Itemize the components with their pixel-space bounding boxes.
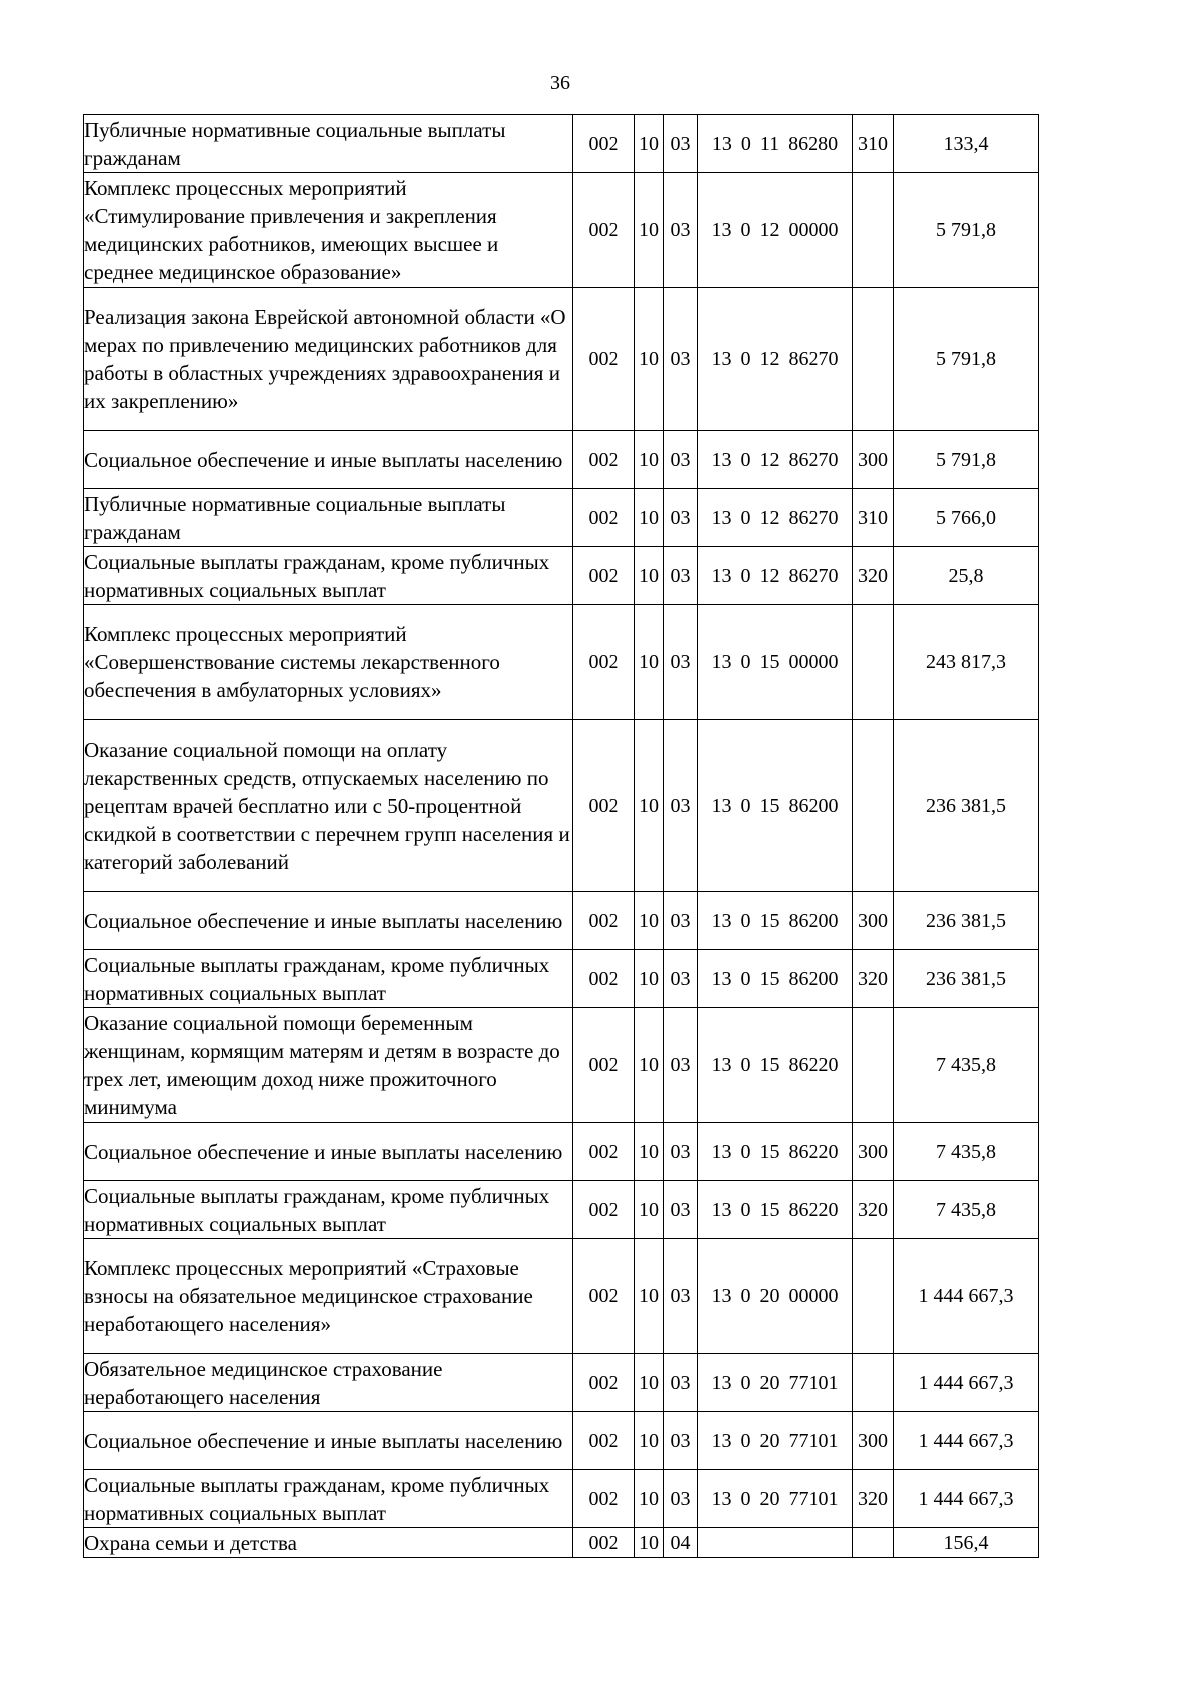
table-row bbox=[84, 288, 1039, 431]
expense-name-cell: Социальное обеспечение и иные выплаты населению bbox=[84, 1123, 573, 1181]
expense-name-cell: Комплекс процессных мероприятий «Совершенствование системы лекарственного обеспечения в амбулаторных условиях» bbox=[84, 605, 573, 720]
expense-type-code-cell: 320 bbox=[853, 1470, 894, 1528]
target-item-code-cell: 13 0 11 86280 bbox=[698, 115, 853, 173]
grbs-code-cell: 002 bbox=[573, 288, 635, 431]
expense-name-cell: Реализация закона Еврейской автономной области «О мерах по привлечению медицинских работников для работы в областных учреждениях здравоохранения и их закреплению» bbox=[84, 288, 573, 431]
target-item-code-cell: 13 0 20 77101 bbox=[698, 1470, 853, 1528]
expense-name-cell: Обязательное медицинское страхование неработающего населения bbox=[84, 1354, 573, 1412]
expense-name-cell: Комплекс процессных мероприятий «Страховые взносы на обязательное медицинское страхование неработающего населения» bbox=[84, 1239, 573, 1354]
grbs-code-cell: 002 bbox=[573, 1528, 635, 1558]
grbs-code-cell: 002 bbox=[573, 1239, 635, 1354]
subsection-code-cell: 03 bbox=[664, 431, 698, 489]
section-code-cell: 10 bbox=[635, 950, 664, 1008]
target-item-code-cell: 13 0 12 00000 bbox=[698, 173, 853, 288]
grbs-code-cell: 002 bbox=[573, 892, 635, 950]
expense-name-cell: Социальные выплаты гражданам, кроме публичных нормативных социальных выплат bbox=[84, 1470, 573, 1528]
table-row bbox=[84, 1239, 1039, 1354]
expense-type-code-cell bbox=[853, 720, 894, 892]
amount-cell: 156,4 bbox=[894, 1528, 1039, 1558]
section-code-cell: 10 bbox=[635, 431, 664, 489]
table-row bbox=[84, 1008, 1039, 1123]
grbs-code-cell: 002 bbox=[573, 547, 635, 605]
section-code-cell: 10 bbox=[635, 892, 664, 950]
grbs-code-cell: 002 bbox=[573, 605, 635, 720]
grbs-code-cell: 002 bbox=[573, 1412, 635, 1470]
target-item-code-cell: 13 0 15 86200 bbox=[698, 892, 853, 950]
target-item-code-cell: 13 0 12 86270 bbox=[698, 547, 853, 605]
expense-name-cell: Социальное обеспечение и иные выплаты населению bbox=[84, 892, 573, 950]
amount-cell: 1 444 667,3 bbox=[894, 1239, 1039, 1354]
expense-type-code-cell bbox=[853, 1528, 894, 1558]
expense-name-cell: Социальное обеспечение и иные выплаты населению bbox=[84, 1412, 573, 1470]
table-row bbox=[84, 1412, 1039, 1470]
amount-cell: 7 435,8 bbox=[894, 1008, 1039, 1123]
table-row bbox=[84, 1181, 1039, 1239]
amount-cell: 25,8 bbox=[894, 547, 1039, 605]
amount-cell: 5 791,8 bbox=[894, 431, 1039, 489]
budget-table bbox=[83, 114, 1039, 1558]
subsection-code-cell: 03 bbox=[664, 1239, 698, 1354]
expense-name-cell: Социальные выплаты гражданам, кроме публичных нормативных социальных выплат bbox=[84, 950, 573, 1008]
target-item-code-cell: 13 0 15 00000 bbox=[698, 605, 853, 720]
table-row bbox=[84, 720, 1039, 892]
section-code-cell: 10 bbox=[635, 1354, 664, 1412]
table-row bbox=[84, 431, 1039, 489]
target-item-code-cell: 13 0 12 86270 bbox=[698, 431, 853, 489]
grbs-code-cell: 002 bbox=[573, 1181, 635, 1239]
subsection-code-cell: 03 bbox=[664, 288, 698, 431]
expense-type-code-cell bbox=[853, 1239, 894, 1354]
expense-type-code-cell bbox=[853, 173, 894, 288]
budget-table-body bbox=[84, 115, 1039, 1558]
target-item-code-cell: 13 0 15 86200 bbox=[698, 720, 853, 892]
amount-cell: 236 381,5 bbox=[894, 950, 1039, 1008]
expense-name-cell: Комплекс процессных мероприятий «Стимулирование привлечения и закрепления медицинских работников, имеющих высшее и среднее медицинское образование» bbox=[84, 173, 573, 288]
expense-name-cell: Социальные выплаты гражданам, кроме публичных нормативных социальных выплат bbox=[84, 547, 573, 605]
subsection-code-cell: 04 bbox=[664, 1528, 698, 1558]
section-code-cell: 10 bbox=[635, 115, 664, 173]
subsection-code-cell: 03 bbox=[664, 892, 698, 950]
expense-type-code-cell: 310 bbox=[853, 489, 894, 547]
section-code-cell: 10 bbox=[635, 720, 664, 892]
page-number: 36 bbox=[550, 72, 570, 94]
table-row bbox=[84, 1123, 1039, 1181]
section-code-cell: 10 bbox=[635, 489, 664, 547]
grbs-code-cell: 002 bbox=[573, 950, 635, 1008]
subsection-code-cell: 03 bbox=[664, 1181, 698, 1239]
expense-name-cell: Публичные нормативные социальные выплаты гражданам bbox=[84, 115, 573, 173]
amount-cell: 1 444 667,3 bbox=[894, 1354, 1039, 1412]
target-item-code-cell: 13 0 20 00000 bbox=[698, 1239, 853, 1354]
table-row bbox=[84, 1354, 1039, 1412]
grbs-code-cell: 002 bbox=[573, 115, 635, 173]
expense-type-code-cell: 300 bbox=[853, 1123, 894, 1181]
expense-name-cell: Публичные нормативные социальные выплаты гражданам bbox=[84, 489, 573, 547]
subsection-code-cell: 03 bbox=[664, 1470, 698, 1528]
subsection-code-cell: 03 bbox=[664, 489, 698, 547]
expense-type-code-cell: 300 bbox=[853, 431, 894, 489]
table-row bbox=[84, 115, 1039, 173]
table-row bbox=[84, 1470, 1039, 1528]
section-code-cell: 10 bbox=[635, 1239, 664, 1354]
subsection-code-cell: 03 bbox=[664, 173, 698, 288]
amount-cell: 7 435,8 bbox=[894, 1181, 1039, 1239]
expense-type-code-cell bbox=[853, 1354, 894, 1412]
table-row bbox=[84, 605, 1039, 720]
amount-cell: 5 791,8 bbox=[894, 173, 1039, 288]
target-item-code-cell bbox=[698, 1528, 853, 1558]
subsection-code-cell: 03 bbox=[664, 1412, 698, 1470]
amount-cell: 236 381,5 bbox=[894, 892, 1039, 950]
grbs-code-cell: 002 bbox=[573, 173, 635, 288]
subsection-code-cell: 03 bbox=[664, 1354, 698, 1412]
expense-type-code-cell: 320 bbox=[853, 950, 894, 1008]
subsection-code-cell: 03 bbox=[664, 547, 698, 605]
section-code-cell: 10 bbox=[635, 605, 664, 720]
section-code-cell: 10 bbox=[635, 1412, 664, 1470]
grbs-code-cell: 002 bbox=[573, 489, 635, 547]
grbs-code-cell: 002 bbox=[573, 431, 635, 489]
section-code-cell: 10 bbox=[635, 1123, 664, 1181]
target-item-code-cell: 13 0 15 86220 bbox=[698, 1181, 853, 1239]
section-code-cell: 10 bbox=[635, 1470, 664, 1528]
target-item-code-cell: 13 0 15 86220 bbox=[698, 1008, 853, 1123]
subsection-code-cell: 03 bbox=[664, 605, 698, 720]
subsection-code-cell: 03 bbox=[664, 1123, 698, 1181]
expense-type-code-cell: 310 bbox=[853, 115, 894, 173]
table-row bbox=[84, 950, 1039, 1008]
subsection-code-cell: 03 bbox=[664, 950, 698, 1008]
grbs-code-cell: 002 bbox=[573, 1470, 635, 1528]
target-item-code-cell: 13 0 12 86270 bbox=[698, 288, 853, 431]
expense-type-code-cell: 320 bbox=[853, 1181, 894, 1239]
amount-cell: 5 791,8 bbox=[894, 288, 1039, 431]
table-row bbox=[84, 547, 1039, 605]
target-item-code-cell: 13 0 15 86220 bbox=[698, 1123, 853, 1181]
amount-cell: 133,4 bbox=[894, 115, 1039, 173]
target-item-code-cell: 13 0 12 86270 bbox=[698, 489, 853, 547]
table-row bbox=[84, 1528, 1039, 1558]
subsection-code-cell: 03 bbox=[664, 1008, 698, 1123]
target-item-code-cell: 13 0 20 77101 bbox=[698, 1412, 853, 1470]
amount-cell: 1 444 667,3 bbox=[894, 1470, 1039, 1528]
amount-cell: 243 817,3 bbox=[894, 605, 1039, 720]
amount-cell: 5 766,0 bbox=[894, 489, 1039, 547]
section-code-cell: 10 bbox=[635, 1528, 664, 1558]
amount-cell: 7 435,8 bbox=[894, 1123, 1039, 1181]
amount-cell: 236 381,5 bbox=[894, 720, 1039, 892]
expense-type-code-cell bbox=[853, 288, 894, 431]
expense-name-cell: Социальное обеспечение и иные выплаты населению bbox=[84, 431, 573, 489]
table-row bbox=[84, 892, 1039, 950]
expense-name-cell: Охрана семьи и детства bbox=[84, 1528, 573, 1558]
grbs-code-cell: 002 bbox=[573, 1008, 635, 1123]
grbs-code-cell: 002 bbox=[573, 1123, 635, 1181]
section-code-cell: 10 bbox=[635, 288, 664, 431]
expense-name-cell: Оказание социальной помощи беременным женщинам, кормящим матерям и детям в возрасте до трех лет, имеющим доход ниже прожиточного минимума bbox=[84, 1008, 573, 1123]
target-item-code-cell: 13 0 15 86200 bbox=[698, 950, 853, 1008]
section-code-cell: 10 bbox=[635, 1008, 664, 1123]
section-code-cell: 10 bbox=[635, 1181, 664, 1239]
expense-type-code-cell bbox=[853, 1008, 894, 1123]
target-item-code-cell: 13 0 20 77101 bbox=[698, 1354, 853, 1412]
section-code-cell: 10 bbox=[635, 173, 664, 288]
section-code-cell: 10 bbox=[635, 547, 664, 605]
table-row bbox=[84, 173, 1039, 288]
expense-name-cell: Оказание социальной помощи на оплату лекарственных средств, отпускаемых населению по рецептам врачей бесплатно или с 50-процентной скидкой в соответствии с перечнем групп населения и категорий заболеваний bbox=[84, 720, 573, 892]
table-row bbox=[84, 489, 1039, 547]
expense-type-code-cell bbox=[853, 605, 894, 720]
grbs-code-cell: 002 bbox=[573, 720, 635, 892]
grbs-code-cell: 002 bbox=[573, 1354, 635, 1412]
expense-name-cell: Социальные выплаты гражданам, кроме публичных нормативных социальных выплат bbox=[84, 1181, 573, 1239]
expense-type-code-cell: 320 bbox=[853, 547, 894, 605]
expense-type-code-cell: 300 bbox=[853, 892, 894, 950]
expense-type-code-cell: 300 bbox=[853, 1412, 894, 1470]
subsection-code-cell: 03 bbox=[664, 115, 698, 173]
subsection-code-cell: 03 bbox=[664, 720, 698, 892]
amount-cell: 1 444 667,3 bbox=[894, 1412, 1039, 1470]
